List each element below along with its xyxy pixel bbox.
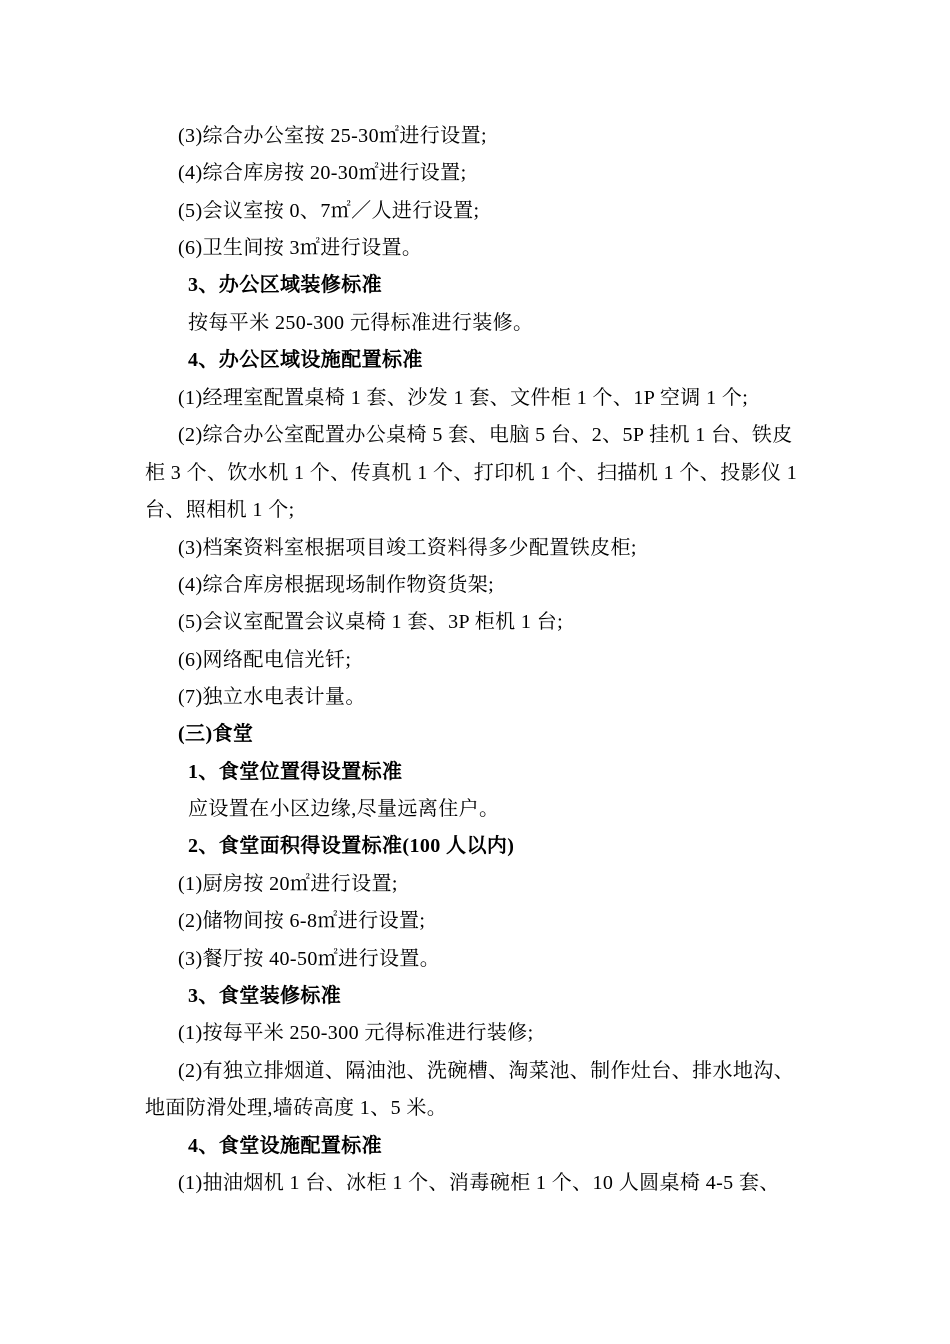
canteen-renovation-item-2: (2)有独立排烟道、隔油池、洗碗槽、淘菜池、制作灶台、排水地沟、 bbox=[178, 1060, 795, 1082]
office-facility-item-1: (1)经理室配置桌椅 1 套、沙发 1 套、文件柜 1 个、1P 空调 1 个; bbox=[178, 387, 749, 409]
heading-canteen-facilities: 4、食堂设施配置标准 bbox=[188, 1135, 382, 1157]
heading-canteen-area: 2、食堂面积得设置标准(100 人以内) bbox=[188, 835, 515, 857]
office-renovation-text: 按每平米 250-300 元得标准进行装修。 bbox=[188, 312, 534, 334]
office-facility-item-3: (3)档案资料室根据项目竣工资料得多少配置铁皮柜; bbox=[178, 537, 637, 559]
canteen-area-item-2: (2)储物间按 6-8㎡进行设置; bbox=[178, 910, 426, 932]
office-area-item-3: (3)综合办公室按 25-30㎡进行设置; bbox=[178, 125, 487, 147]
section-canteen-title: (三)食堂 bbox=[178, 723, 254, 745]
heading-office-facilities: 4、办公区域设施配置标准 bbox=[188, 349, 423, 371]
canteen-facility-item-1: (1)抽油烟机 1 台、冰柜 1 个、消毒碗柜 1 个、10 人圆桌椅 4-5 套、 bbox=[178, 1172, 780, 1194]
office-area-item-6: (6)卫生间按 3㎡进行设置。 bbox=[178, 237, 423, 259]
office-facility-item-2-cont2: 台、照相机 1 个; bbox=[145, 499, 295, 521]
canteen-area-item-1: (1)厨房按 20㎡进行设置; bbox=[178, 873, 398, 895]
canteen-renovation-item-2-cont: 地面防滑处理,墙砖高度 1、5 米。 bbox=[145, 1097, 448, 1119]
office-area-item-5: (5)会议室按 0、7㎡／人进行设置; bbox=[178, 200, 480, 222]
office-facility-item-7: (7)独立水电表计量。 bbox=[178, 686, 366, 708]
canteen-location-text: 应设置在小区边缘,尽量远离住户。 bbox=[188, 798, 500, 820]
canteen-area-item-3: (3)餐厅按 40-50㎡进行设置。 bbox=[178, 948, 441, 970]
heading-office-renovation: 3、办公区域装修标准 bbox=[188, 274, 382, 296]
heading-canteen-location: 1、食堂位置得设置标准 bbox=[188, 761, 403, 783]
office-area-item-4: (4)综合库房按 20-30㎡进行设置; bbox=[178, 162, 467, 184]
heading-canteen-renovation: 3、食堂装修标准 bbox=[188, 985, 342, 1007]
office-facility-item-5: (5)会议室配置会议桌椅 1 套、3P 柜机 1 台; bbox=[178, 611, 564, 633]
canteen-renovation-item-1: (1)按每平米 250-300 元得标准进行装修; bbox=[178, 1022, 534, 1044]
office-facility-item-2: (2)综合办公室配置办公桌椅 5 套、电脑 5 台、2、5P 挂机 1 台、铁皮 bbox=[178, 424, 793, 446]
office-facility-item-2-cont: 柜 3 个、饮水机 1 个、传真机 1 个、打印机 1 个、扫描机 1 个、投影仪 1 bbox=[145, 462, 798, 484]
office-facility-item-4: (4)综合库房根据现场制作物资货架; bbox=[178, 574, 495, 596]
office-facility-item-6: (6)网络配电信光钎; bbox=[178, 649, 352, 671]
